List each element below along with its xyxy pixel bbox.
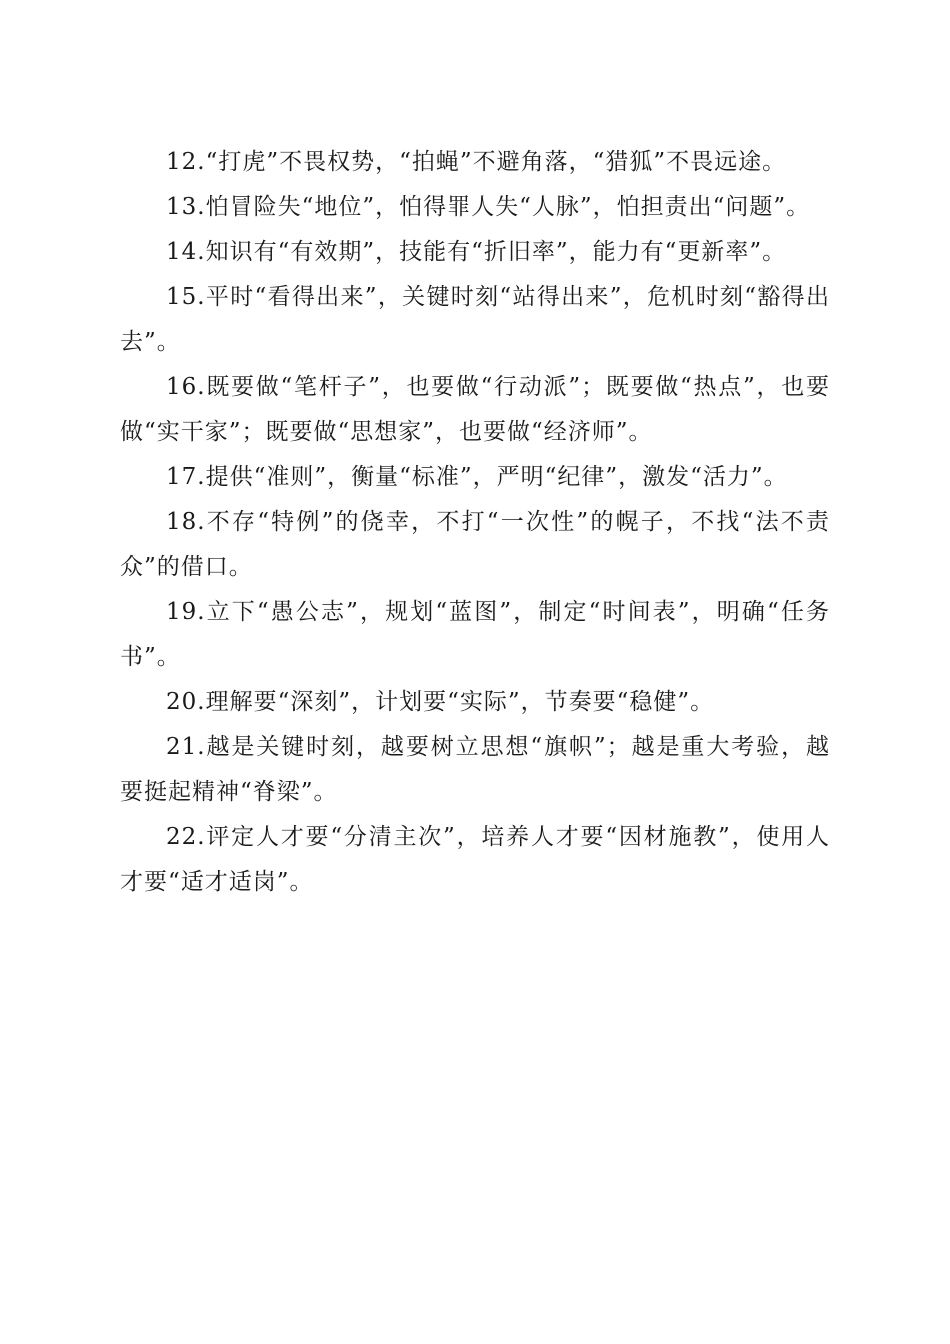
paragraph-21: 21.越是关键时刻，越要树立思想“旗帜”；越是重大考验，越要挺起精神“脊梁”。 <box>120 734 830 805</box>
document-body <box>120 140 830 905</box>
paragraph-20: 20.理解要“深刻”，计划要“实际”，节奏要“稳健”。 <box>166 689 715 715</box>
paragraph-14: 14.知识有“有效期”，技能有“折旧率”，能力有“更新率”。 <box>166 239 787 265</box>
paragraph-22: 22.评定人才要“分清主次”，培养人才要“因材施教”，使用人才要“适才适岗”。 <box>120 824 830 895</box>
paragraph-18: 18.不存“特例”的侥幸，不打“一次性”的幌子，不找“法不责众”的借口。 <box>120 509 830 580</box>
paragraph-19: 19.立下“愚公志”，规划“蓝图”，制定“时间表”，明确“任务书”。 <box>120 599 830 670</box>
paragraph-12: 12.“打虎”不畏权势，“拍蝇”不避角落，“猎狐”不畏远途。 <box>166 149 787 175</box>
paragraph-16: 16.既要做“笔杆子”，也要做“行动派”；既要做“热点”，也要做“实干家”；既要做“思想家”，也要做“经济师”。 <box>120 374 830 445</box>
paragraph-17: 17.提供“准则”，衡量“标准”，严明“纪律”，激发“活力”。 <box>166 464 788 490</box>
paragraph-15: 15.平时“看得出来”，关键时刻“站得出来”，危机时刻“豁得出去”。 <box>120 284 830 355</box>
paragraph-13: 13.怕冒险失“地位”，怕得罪人失“人脉”，怕担责出“问题”。 <box>166 194 811 220</box>
